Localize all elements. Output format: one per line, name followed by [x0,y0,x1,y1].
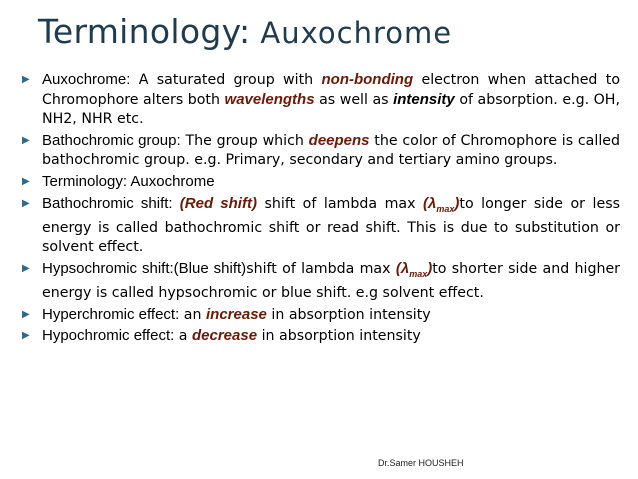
text: a [174,328,192,345]
term-auxochrome: Auxochrome: [42,71,131,88]
text: electron when attached to Chromophore alters both [42,72,621,109]
term-hypsochromic-shift: Hypsochromic shift:(Blue shift) [42,259,247,277]
text: to shorter side and higher energy is called hypsochromic or blue shift. e.g solvent effect. [42,260,621,302]
triangle-right-icon: ▶ [22,74,30,85]
title-part-1: Terminology: [38,12,251,51]
bullet-bathochromic-group [20,131,620,170]
term-bathochromic-group: Bathochromic group: [42,132,181,150]
triangle-right-icon: ▶ [22,197,30,209]
term-hyperchromic-effect: Hyperchromic effect: [42,305,180,323]
term-hypochromic-effect: Hypochromic effect: [42,327,175,345]
lambda-max [396,260,432,277]
emphasis-text: wavelengths [224,91,315,109]
lambda-open: (λ [395,259,410,277]
bullet-auxochrome [20,70,620,130]
text: to longer side or less energy is called bathochromic shift or read shift. This is due to substitution or solvent effect. [42,195,620,256]
text: in absorption intensity [257,328,421,345]
triangle-right-icon: ▶ [22,135,30,147]
lambda-max [423,195,459,212]
text: as well as [314,92,394,109]
lambda-sub: max [409,268,428,279]
text: the color of Chromophore is called bathochromic group. e.g. Primary, secondary and tertiary amino groups. [42,133,620,169]
term-terminology: Terminology: Auxochrome [42,173,215,191]
lambda-open: (λ [423,194,437,212]
lambda-sub: max [436,203,455,214]
text: of absorption. e.g. OH, NH2, NHR etc. [42,92,620,128]
bullet-list [20,70,620,348]
slide-title [38,12,452,51]
text: The group which [180,133,309,150]
bullet-bathochromic-shift [20,194,620,258]
text: an [179,306,206,323]
bullet-hyperchromic-effect [20,305,620,325]
text: in absorption intensity [266,306,431,323]
term-bathochromic-shift: Bathochromic shift: [42,194,173,212]
triangle-right-icon: ▶ [22,330,30,342]
emphasis-text: increase [206,305,267,323]
emphasis-text: (Red shift) [172,194,257,212]
emphasis-text: intensity [393,91,455,109]
lambda-close: ) [427,259,433,277]
text: shift of lambda max [246,260,396,277]
text: shift of lambda max [256,195,424,212]
bullet-terminology [20,172,620,192]
emphasis-text: decrease [192,327,258,345]
emphasis-text: deepens [308,132,370,150]
triangle-right-icon: ▶ [22,176,30,188]
bullet-hypsochromic-shift [20,259,620,303]
title-part-2: Auxochrome [260,16,453,50]
bullet-hypochromic-effect [20,326,620,346]
triangle-right-icon: ▶ [22,308,30,320]
footer-author: Dr.Samer HOUSHEH [378,458,464,468]
triangle-right-icon: ▶ [22,262,30,274]
emphasis-text: non-bonding [321,71,414,88]
lambda-close: ) [454,194,460,212]
text: A saturated group with [130,72,322,88]
